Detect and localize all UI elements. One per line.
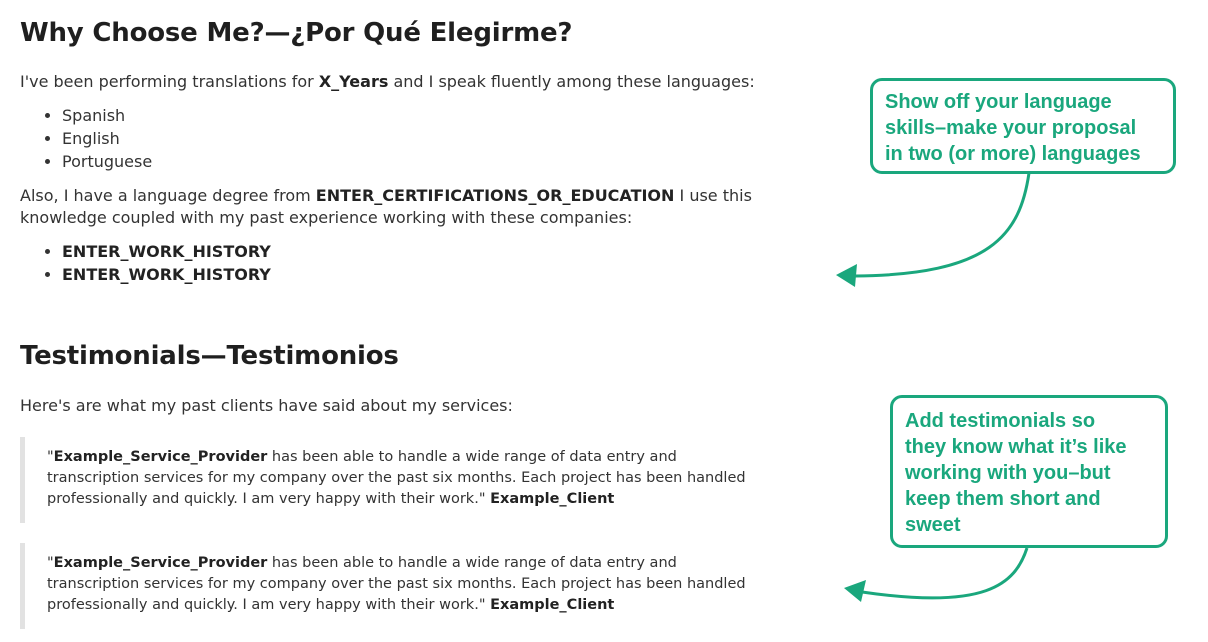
callout-text: they know what it’s like [905, 436, 1127, 458]
arrow-icon [844, 548, 1027, 602]
provider-name: Example_Service_Provider [53, 555, 268, 571]
list-item: • Spanish [62, 104, 152, 127]
work-history-list [20, 240, 271, 286]
callout-text: skills–make your proposal [885, 117, 1137, 139]
degree-text: Also, I have a language degree from [20, 186, 316, 205]
quote-text: transcription services for my company over the past six months. Each project has been handled [47, 470, 746, 486]
education-placeholder: ENTER_CERTIFICATIONS_OR_EDUCATION [315, 186, 675, 205]
callout-testimonials [890, 395, 1168, 548]
callout-text: in two (or more) languages [885, 143, 1141, 165]
languages-list [20, 104, 152, 173]
callout-languages [870, 78, 1176, 174]
degree-paragraph [20, 185, 752, 229]
intro-paragraph [20, 71, 755, 93]
open-quote: " [47, 449, 54, 465]
work-history-placeholder: ENTER_WORK_HISTORY [62, 242, 271, 261]
callout-text: sweet [905, 514, 961, 536]
callout-text: working with you–but [905, 462, 1111, 484]
intro-text: I've been performing translations for [20, 72, 319, 91]
years-placeholder: X_Years [318, 72, 389, 91]
arrow-icon [836, 173, 1029, 287]
list-item [62, 263, 271, 286]
intro-text-end: and I speak fluently among these languages: [388, 72, 755, 91]
work-history-placeholder: ENTER_WORK_HISTORY [62, 265, 271, 284]
quote-text: has been able to handle a wide range of data entry and [267, 449, 677, 465]
testimonials-intro: Here's are what my past clients have said about my services: [20, 396, 513, 415]
degree-text-line2: knowledge coupled with my past experience working with these companies: [20, 208, 633, 227]
testimonial-quote [20, 437, 780, 523]
quote-text: professionally and quickly. I am very happy with their work." [47, 491, 491, 507]
client-name: Example_Client [490, 491, 615, 507]
heading-why-choose-me: Why Choose Me?—¿Por Qué Elegirme? [20, 18, 573, 48]
list-item: • English [62, 127, 152, 150]
provider-name: Example_Service_Provider [53, 449, 268, 465]
testimonial-quote [20, 543, 780, 629]
client-name: Example_Client [490, 597, 615, 613]
callout-text: Add testimonials so [905, 410, 1096, 432]
degree-text-end: I use this [674, 186, 752, 205]
quote-text: transcription services for my company over the past six months. Each project has been handled [47, 576, 746, 592]
heading-testimonials: Testimonials—Testimonios [20, 341, 399, 371]
open-quote: " [47, 555, 54, 571]
list-item [62, 240, 271, 263]
callout-text: Show off your language [885, 91, 1112, 113]
quote-text: professionally and quickly. I am very happy with their work." [47, 597, 491, 613]
quote-text: has been able to handle a wide range of data entry and [267, 555, 677, 571]
list-item: • Portuguese [62, 150, 152, 173]
callout-text: keep them short and [905, 488, 1101, 510]
